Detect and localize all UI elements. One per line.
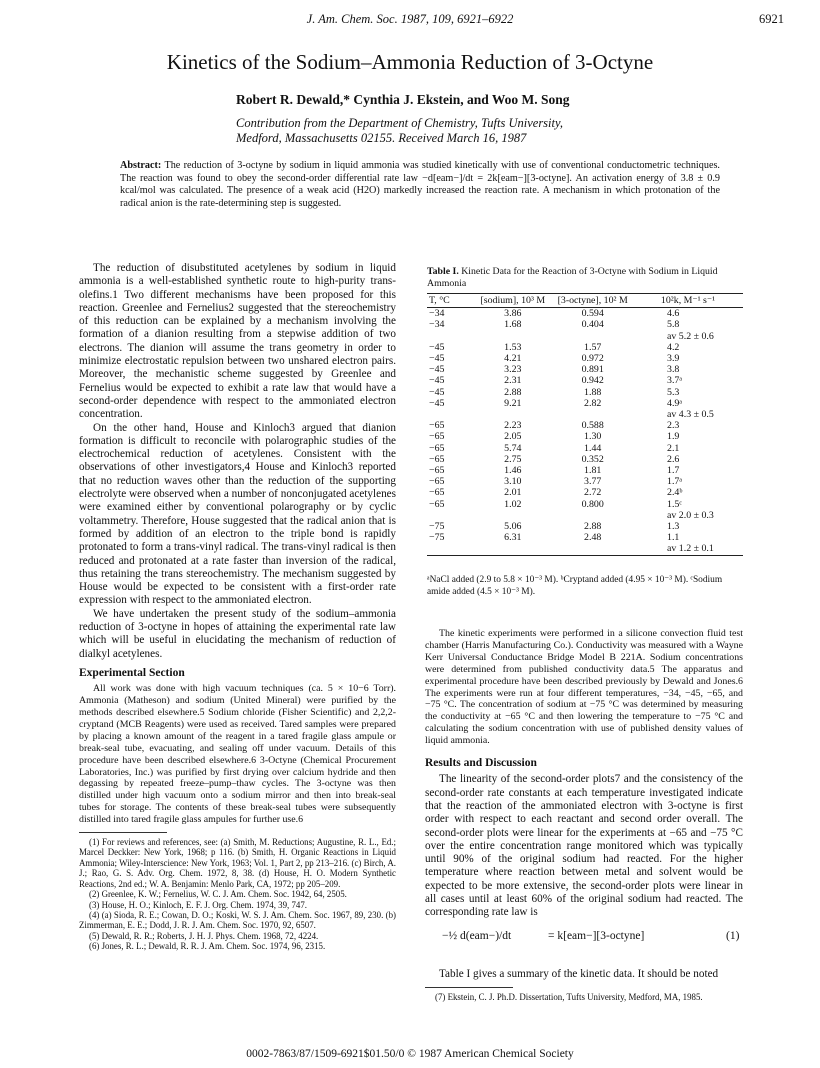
table-cell: 0.972: [581, 353, 604, 365]
table-cell: −65: [429, 420, 445, 432]
footnote: (4) (a) Sioda, R. E.; Cowan, D. O.; Koski, W. S. J. Am. Chem. Soc. 1967, 89, 230. (b) Zimmerman, E. E.; Dodd, J. R. J. Am. Chem. Soc. 1970, 92, 6507.: [79, 909, 396, 931]
paragraph: Table I gives a summary of the kinetic data. It should be noted: [439, 968, 719, 980]
table-cell: −65: [429, 487, 445, 499]
paragraph: We have undertaken the present study of the sodium–ammonia reduction of 3-octyne in hopes of attaining the experimental rate law which will be useful in elucidating the mechanism of reduction of dialkyl acetylenes.: [79, 607, 396, 660]
table-cell: 1.68: [504, 319, 522, 331]
table-cell: 3.8: [667, 364, 680, 376]
abstract-text: The reduction of 3-octyne by sodium in liquid ammonia was studied kinetically with use of conventional conductometric techniques. The reaction was found to obey the second-order differential rate law −d[eam−]/dt = 2k[eam−][3-octyne]. An activation energy of 3.8 ± 0.9 kcal/mol was calculated. The presence of a weak acid (H2O) markedly increased the reaction rate. A mechanism in which protonation of the radical anion is the rate-determining step is suggested.: [120, 160, 720, 209]
table-row: [427, 353, 743, 364]
kinetic-data-table: [427, 293, 743, 556]
paragraph: The linearity of the second-order plots7 and the consistency of the second-order rate constants at each temperature investigated indicate that the reaction of the ammoniated electron with 3-octyne is first order with respect to each reactant and second order overall. The second-order plots were linear for the experiments at −65 and −75 °C over the entire concentration range monitored which was typically until 90% of the original sodium had reacted. For the higher temperature where reaction between metal and solvent would be expected to be more extensive, the second-order plots were linear in all cases until at least 60% of the original sodium had reacted. The corresponding rate law is: [425, 773, 743, 919]
table-cell: [427, 543, 473, 555]
table-cell: 2.48: [584, 532, 602, 544]
table-cell: 2.88: [584, 521, 602, 533]
table-cell: 3.77: [584, 476, 602, 488]
table-cell: 1.3: [667, 521, 680, 533]
journal-reference: J. Am. Chem. Soc. 1987, 109, 6921–6922: [306, 12, 514, 26]
paragraph: On the other hand, House and Kinloch3 argued that dianion formation is difficult to reconcile with polarographic studies of the electrochemical reduction of acetylenes. Consistent with the observations of other investigators,4 House and Kinloch3 reported that no reduction waves other than the reduction of the supporting electrolyte were observed when a number of nonconjugated acetylenes were examined either by conventional polarography or by cyclic voltammetry. Therefore, House suggested that the radical anion that is formed by addition of an electron to the triple bond is rapidly protonated to form a trans-vinyl radical. The trans-vinyl radical is then reduced and protonated at a rate faster than inversion of the radical, thus retaining the trans stereochemistry. The mechanism suggested by House would be expected to be consistent with a first-order rate expression with respect to the ammoniated electron.: [79, 421, 396, 607]
table-cell: 1.46: [504, 465, 522, 477]
table-cell: 4.2: [667, 341, 680, 353]
table-cell: 1.53: [504, 341, 522, 353]
table-cell: 2.72: [584, 487, 602, 499]
table-row: [427, 387, 743, 398]
table-row: [427, 364, 743, 375]
table-cell: 3.86: [504, 308, 522, 320]
table-cell: [473, 409, 552, 420]
table-cell: [473, 543, 552, 555]
table-cell: 4.6: [667, 308, 680, 320]
table-label: Table I.: [427, 266, 459, 277]
table-cell: [473, 331, 552, 342]
table-row: [427, 443, 743, 454]
footnote: (2) Greenlee, K. W.; Fernelius, W. C. J. Am. Chem. Soc. 1942, 64, 2505.: [89, 889, 347, 900]
table-cell: 5.74: [504, 442, 522, 454]
equation-number: (1): [726, 930, 740, 942]
table-row: [427, 409, 743, 420]
table-cell: [552, 331, 633, 342]
table-cell: 0.800: [581, 498, 604, 510]
table-cell: −65: [429, 453, 445, 465]
table-cell: av 2.0 ± 0.3: [667, 509, 714, 521]
table-row: [427, 342, 743, 353]
table-cell: av 4.3 ± 0.5: [667, 409, 714, 421]
paragraph: The reduction of disubstituted acetylenes by sodium in liquid ammonia is a well-established synthetic route to high-purity trans-olefins.1 Two different mechanisms have been proposed for this reaction. Greenlee and Fernelius2 suggested that the stereochemistry of this reduction can be explained by a mechanism involving the formation of a dianion resulting from a stepwise addition of two electrons. The dianion will assume the trans geometry in order to minimize electrostatic repulsion between two unshared electron pairs. Moreover, the mechanistic scheme suggested by Greenlee and Fernelius would be expected to exhibit a rate law that would have a second-order dependence with respect to the ammoniated electron concentration.: [79, 262, 396, 421]
table-cell: −65: [429, 498, 445, 510]
table-cell: −45: [429, 386, 445, 398]
article-title: Kinetics of the Sodium–Ammonia Reduction of 3-Octyne: [166, 50, 654, 74]
table-cell: 0.891: [581, 364, 604, 376]
table-cell: [427, 510, 473, 521]
table-cell: −45: [429, 397, 445, 409]
table-cell: 4.21: [504, 353, 522, 365]
table-cell: 5.3: [667, 386, 680, 398]
table-cell: −34: [429, 308, 445, 320]
table-cell: [552, 543, 633, 555]
table-row: [427, 476, 743, 487]
table-cell: 6.31: [504, 532, 522, 544]
table-cell: 2.31: [504, 375, 522, 387]
footnote-divider: [425, 987, 513, 988]
running-header: [0, 12, 820, 30]
table-cell: 0.352: [581, 453, 604, 465]
table-cell: 1.81: [584, 465, 602, 477]
right-column-bottom: [425, 968, 743, 1003]
footnote: (5) Dewald, R. R.; Roberts, J. H. J. Phys. Chem. 1968, 72, 4224.: [89, 930, 319, 941]
paragraph: The kinetic experiments were performed in a silicone convection fluid test chamber (Harris Manufacturing Co.). Conductivity was measured with a Wayne Kerr Universal Conductance Bridge Model B 221A. Sodium concentrations were determined from published conductivity data.5 The apparatus and experimental procedure have been described previously by Dewald and Jones.6 The experiments were run at four different temperatures, −34, −45, −65, and −75 °C. The concentration of sodium at −75 °C was determined by measuring the conductivity at −65 °C and then lowering the temperature to −75 °C and calculating the sodium concentration with use of published density values of liquid ammonia.: [425, 628, 743, 747]
footnote: (1) For reviews and references, see: (a) Smith, M. Reductions; Augustine, R. L., Ed.; Marcel Deckker: New York, 1968; p 116. (b) Smith, H. Organic Reactions in Liquid Ammonia; Wiley-Interscience: New York, 1963; Vol. 1, Part 2, pp 213–216. (c) Birch, A. J.; Rao, G. S. Adv. Org. Chem. 1972, 8, 38. (d) House, H. O. Modern Synthetic Reactions, 2nd ed.; W. A. Benjamin: Menlo Park, CA, 1972; pp 205–209.: [79, 837, 396, 889]
table-cell: av 5.2 ± 0.6: [667, 330, 714, 342]
table-cell: 1.7: [667, 465, 680, 477]
table-row: [427, 420, 743, 431]
table-row: [427, 465, 743, 476]
table-notes: ᵃNaCl added (2.9 to 5.8 × 10⁻³ M). ᵇCryptand added (4.95 × 10⁻³ M). ᶜSodium amide added (4.5 × 10⁻³ M).: [427, 575, 723, 597]
abstract-label: Abstract:: [120, 160, 162, 171]
footnote: (7) Ekstein, C. J. Ph.D. Dissertation, Tufts University, Medford, MA, 1985.: [435, 992, 703, 1003]
table-cell: 3.9: [667, 353, 680, 365]
table-cell: [427, 409, 473, 420]
table-cell: [552, 510, 633, 521]
table-cell: 2.05: [504, 431, 522, 443]
table-cell: 1.88: [584, 386, 602, 398]
table-caption: [427, 266, 743, 290]
left-column: [79, 262, 396, 952]
footnotes: [79, 837, 396, 951]
abstract: [120, 160, 720, 210]
table-cell: 0.942: [581, 375, 604, 387]
table-cell: 0.594: [581, 308, 604, 320]
column-header: [3-octyne], 10² M: [552, 294, 633, 308]
table-cell: −65: [429, 476, 445, 488]
table-cell: 2.23: [504, 420, 522, 432]
table-cell: av 1.2 ± 0.1: [633, 543, 743, 555]
section-heading: Experimental Section: [79, 666, 185, 679]
table-cell: 2.01: [504, 487, 522, 499]
table-cell: −45: [429, 353, 445, 365]
column-header: [sodium], 10³ M: [473, 294, 552, 308]
equation-lhs: −½ d(eam−)/dt: [442, 930, 512, 942]
table-cell: 1.44: [584, 442, 602, 454]
table-cell: 1.57: [584, 341, 602, 353]
author-list: Robert R. Dewald,* Cynthia J. Ekstein, and Woo M. Song: [236, 92, 570, 107]
table-row: [427, 499, 743, 510]
table-row: [427, 454, 743, 465]
table-cell: 2.82: [584, 397, 602, 409]
table-cell: [552, 409, 633, 420]
page-number: 6921: [759, 12, 784, 26]
table-cell: 3.23: [504, 364, 522, 376]
table-cell: −75: [429, 521, 445, 533]
table-cell: −45: [429, 375, 445, 387]
table-row: [427, 510, 743, 521]
table-header-row: [427, 294, 743, 308]
table-cell: −45: [429, 364, 445, 376]
table-row: [427, 308, 743, 320]
table-row: [427, 319, 743, 330]
table-cell: 0.588: [581, 420, 604, 432]
footnote-divider: [79, 832, 167, 833]
table-row: [427, 543, 743, 555]
table-cell: 1.5ᶜ: [667, 498, 682, 510]
table-row: [427, 487, 743, 498]
table-row: [427, 521, 743, 532]
affiliation-line: Medford, Massachusetts 02155. Received March 16, 1987: [236, 131, 527, 145]
affiliation: [236, 116, 563, 146]
table-row: [427, 431, 743, 442]
column-header: T, °C: [427, 294, 473, 308]
table-cell: 1.02: [504, 498, 522, 510]
table-cell: 3.7ᵃ: [667, 375, 683, 387]
paragraph: All work was done with high vacuum techniques (ca. 5 × 10−6 Torr). Ammonia (Matheson) and sodium (United Mineral) were purified by the methods described elsewhere.5 Sodium chloride (Fisher Scientific) and 2,2,2-cryptand (MCB Reagents) were used as received. Tared samples were prepared by placing a known amount of the reagent in a tared fragile glass ampule or break-seal tube, evacuating, and sealing off under vacuum. Details of this procedure have been described elsewhere.6 3-Octyne (Chemical Procurement Laboratories, Inc.) was purified by first drying over calcium hydride and then degassing by repeated freeze–pump–thaw cycles. The 3-octyne was then distilled under high vacuum onto a sodium mirror and then into break-seal tubes for storage. The contents of these break-seal tubes were subsequently distilled into tared fragile glass ampules for further use.6: [79, 683, 396, 826]
table-cell: −45: [429, 341, 445, 353]
footnotes: [425, 992, 743, 1002]
table-cell: [473, 510, 552, 521]
footnote: (6) Jones, R. L.; Dewald, R. R. J. Am. Chem. Soc. 1974, 96, 2315.: [89, 941, 326, 952]
table-row: [427, 375, 743, 386]
table-cell: 3.10: [504, 476, 522, 488]
table-cell: −65: [429, 431, 445, 443]
table-cell: 0.404: [581, 319, 604, 331]
column-header: 10²k, M⁻¹ s⁻¹: [633, 294, 743, 308]
table-cell: 2.4ᵇ: [667, 487, 683, 499]
table-cell: 2.88: [504, 386, 522, 398]
table-cell: 1.1: [667, 532, 680, 544]
affiliation-line: Contribution from the Department of Chemistry, Tufts University,: [236, 116, 563, 130]
table-cell: −65: [429, 465, 445, 477]
table-cell: 1.30: [584, 431, 602, 443]
table-cell: 5.8: [667, 319, 680, 331]
table-cell: −65: [429, 442, 445, 454]
table-cell: 2.75: [504, 453, 522, 465]
table-cell: 5.06: [504, 521, 522, 533]
table-cell: 9.21: [504, 397, 522, 409]
equation-rhs: = k[eam−][3-octyne]: [548, 930, 645, 942]
right-column: [425, 628, 743, 920]
table-cell: [427, 331, 473, 342]
footnote: (3) House, H. O.; Kinloch, E. F. J. Org. Chem. 1974, 39, 747.: [89, 899, 308, 910]
table-cell: 4.9ᵃ: [667, 397, 683, 409]
table-cell: 1.9: [667, 431, 680, 443]
table-row: [427, 398, 743, 409]
table-cell: 2.3: [667, 420, 680, 432]
table-title: Kinetic Data for the Reaction of 3-Octyne with Sodium in Liquid Ammonia: [427, 266, 718, 289]
table-cell: 2.6: [667, 453, 680, 465]
table-row: [427, 532, 743, 543]
table-cell: 1.7ᵃ: [667, 476, 683, 488]
table-cell: 2.1: [667, 442, 680, 454]
table-cell: −75: [429, 532, 445, 544]
table-cell: −34: [429, 319, 445, 331]
page-footer: 0002-7863/87/1509-6921$01.50/0 © 1987 American Chemical Society: [246, 1048, 574, 1060]
table-row: [427, 331, 743, 342]
section-heading: Results and Discussion: [425, 757, 537, 770]
